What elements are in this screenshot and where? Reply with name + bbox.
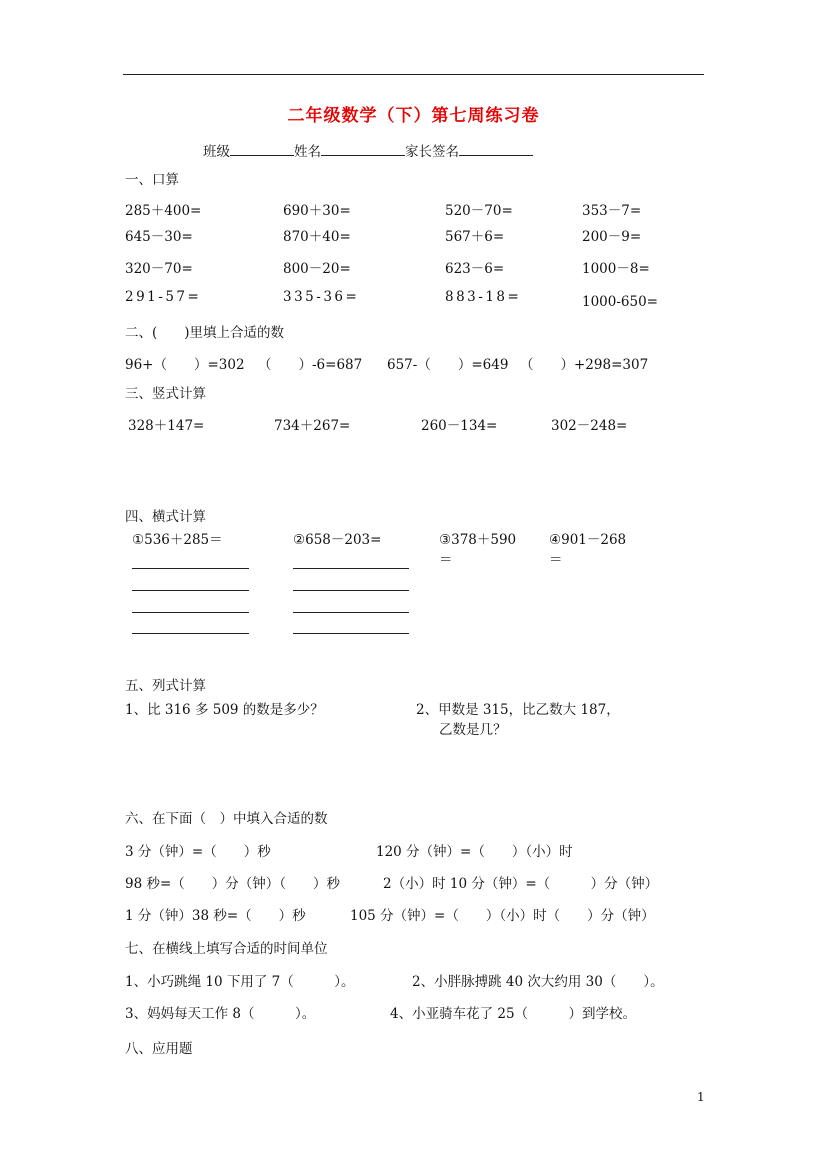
name-label: 姓名 xyxy=(294,144,321,160)
answer-line[interactable] xyxy=(132,633,249,634)
oral-calc-item: 285＋400= xyxy=(125,203,202,219)
section-7-heading: 七、在横线上填写合适的时间单位 xyxy=(125,941,328,957)
student-info-line xyxy=(203,143,533,160)
oral-calc-item: 623－6= xyxy=(445,261,505,277)
answer-line[interactable] xyxy=(132,568,249,569)
vertical-calc-item: 302－248= xyxy=(551,418,628,434)
word-problem-2-cont: 乙数是几？ xyxy=(439,722,507,738)
answer-line[interactable] xyxy=(293,612,409,613)
class-blank[interactable] xyxy=(230,143,294,156)
oral-calc-item: 800－20= xyxy=(283,261,351,277)
word-problem-1: 1、比 316 多 509 的数是多少？ xyxy=(125,702,324,718)
fill-blank-item: （ ）+298=307 xyxy=(520,357,649,373)
time-unit-item: 2、小胖脉搏跳 40 次大约用 30（ ）。 xyxy=(412,974,664,990)
section-6-heading: 六、在下面（ ）中填入合适的数 xyxy=(125,811,328,827)
section-8-heading: 八、应用题 xyxy=(125,1041,193,1057)
oral-calc-item: 883-18= xyxy=(445,289,522,305)
class-label: 班级 xyxy=(203,144,230,160)
section-2-heading: 二、( )里填上合适的数 xyxy=(125,325,285,341)
oral-calc-item: 200－9= xyxy=(582,229,642,245)
oral-calc-item: 335-36= xyxy=(283,289,360,305)
time-conversion-item: 1 分（钟）38 秒=（ ）秒 xyxy=(125,908,306,924)
oral-calc-item: 870＋40= xyxy=(283,229,351,245)
parent-signature-label: 家长签名 xyxy=(405,144,459,160)
oral-calc-item: 291-57= xyxy=(125,289,202,305)
oral-calc-item: 1000－8= xyxy=(582,261,650,277)
time-conversion-item: 105 分（钟）=（ ）（小）时（ ）分（钟） xyxy=(350,908,655,924)
oral-calc-item: 353－7= xyxy=(582,203,642,219)
answer-line[interactable] xyxy=(132,612,249,613)
fill-blank-item: 96+（ ）=302 xyxy=(125,357,245,373)
oral-calc-item: 690＋30= xyxy=(283,203,351,219)
time-conversion-item: 3 分（钟）=（ ）秒 xyxy=(125,844,271,860)
vertical-calc-item: 260－134= xyxy=(421,418,498,434)
equals-sign: ＝ xyxy=(549,552,563,568)
page-title: 二年级数学（下）第七周练习卷 xyxy=(287,106,540,126)
answer-line[interactable] xyxy=(293,633,409,634)
time-unit-item: 4、小亚骑车花了 25（ ）到学校。 xyxy=(390,1006,637,1022)
time-conversion-item: 2（小）时 10 分（钟）=（ ）分（钟） xyxy=(383,876,659,892)
section-3-heading: 三、竖式计算 xyxy=(125,386,206,402)
answer-line[interactable] xyxy=(293,568,409,569)
answer-line[interactable] xyxy=(132,590,249,591)
oral-calc-item: 520－70= xyxy=(445,203,513,219)
header-rule xyxy=(123,74,704,75)
word-problem-2: 2、甲数是 315，比乙数大 187， xyxy=(416,702,620,718)
time-conversion-item: 98 秒=（ ）分（钟）（ ）秒 xyxy=(125,876,341,892)
horizontal-calc-item: ②658－203= xyxy=(293,532,382,548)
name-blank[interactable] xyxy=(321,143,405,156)
vertical-calc-item: 734＋267= xyxy=(274,418,351,434)
oral-calc-item: 1000-650= xyxy=(582,294,658,310)
section-5-heading: 五、列式计算 xyxy=(125,678,206,694)
fill-blank-item: 657-（ ）=649 xyxy=(387,357,509,373)
vertical-calc-item: 328＋147= xyxy=(128,418,205,434)
oral-calc-item: 320－70= xyxy=(125,261,193,277)
horizontal-calc-item: ③378＋590 xyxy=(439,532,517,548)
oral-calc-item: 645－30= xyxy=(125,229,193,245)
page-number: 1 xyxy=(697,1090,705,1104)
fill-blank-item: （ ）-6=687 xyxy=(258,357,363,373)
equals-sign: ＝ xyxy=(439,552,453,568)
time-unit-item: 1、小巧跳绳 10 下用了 7（ ）。 xyxy=(125,974,355,990)
time-unit-item: 3、妈妈每天工作 8（ ）。 xyxy=(125,1006,316,1022)
parent-signature-blank[interactable] xyxy=(459,143,533,156)
oral-calc-item: 567＋6= xyxy=(445,229,505,245)
section-4-heading: 四、横式计算 xyxy=(125,509,206,525)
horizontal-calc-item: ④901－268 xyxy=(549,532,627,548)
section-1-heading: 一、口算 xyxy=(125,172,179,188)
answer-line[interactable] xyxy=(293,590,409,591)
horizontal-calc-item: ①536＋285＝ xyxy=(132,532,223,548)
time-conversion-item: 120 分（钟）=（ ）（小）时 xyxy=(376,844,573,860)
